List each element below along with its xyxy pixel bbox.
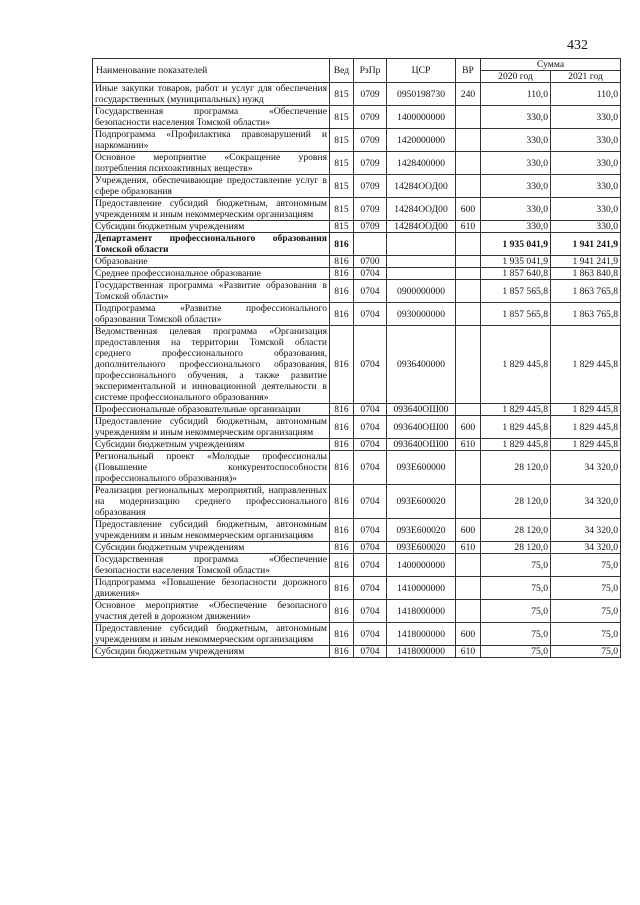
- row-sum-2020: 330,0: [481, 152, 551, 175]
- row-rzpr: 0709: [354, 152, 387, 175]
- row-sum-2021: 1 863 765,8: [551, 303, 621, 326]
- row-name: Ведомственная целевая программа «Организация предоставления на территории Томской области среднего профессионального образования, дополнительного профессионального образования, профессионального обучения, а также развитие экспериментальной и инновационной деятельности в системе профессионального образования»: [93, 326, 330, 404]
- header-sum: Сумма: [481, 59, 621, 71]
- row-name: Основное мероприятие «Сокращение уровня потребления психоактивных веществ»: [93, 152, 330, 175]
- row-vr: [456, 129, 481, 152]
- row-vr: [456, 577, 481, 600]
- row-name: Подпрограмма «Развитие профессионального образования Томской области»: [93, 303, 330, 326]
- table-row: [93, 106, 621, 129]
- table-row: [93, 152, 621, 175]
- row-csr: 14284ООД00: [387, 198, 456, 221]
- row-csr: 1418000000: [387, 600, 456, 623]
- row-sum-2021: 1 941 241,9: [551, 256, 621, 268]
- row-sum-2020: 1 829 445,8: [481, 404, 551, 416]
- row-ved: 816: [330, 233, 354, 256]
- row-name: Предоставление субсидий бюджетным, автономным учреждениям и иным некоммерческим организациям: [93, 519, 330, 542]
- row-name: Субсидии бюджетным учреждениям: [93, 439, 330, 451]
- row-csr: 0930000000: [387, 303, 456, 326]
- row-rzpr: 0704: [354, 416, 387, 439]
- row-sum-2020: 28 120,0: [481, 485, 551, 519]
- header-name: Наименование показателей: [93, 59, 330, 83]
- row-rzpr: 0704: [354, 326, 387, 404]
- row-csr: 14284ООД00: [387, 175, 456, 198]
- header-2021: 2021 год: [551, 71, 621, 83]
- row-csr: 1418000000: [387, 646, 456, 658]
- row-ved: 816: [330, 303, 354, 326]
- row-rzpr: 0704: [354, 439, 387, 451]
- row-vr: 610: [456, 646, 481, 658]
- table-row: [93, 646, 621, 658]
- row-name: Предоставление субсидий бюджетным, автономным учреждениям и иным некоммерческим организациям: [93, 416, 330, 439]
- row-ved: 816: [330, 542, 354, 554]
- row-name: Подпрограмма «Повышение безопасности дорожного движения»: [93, 577, 330, 600]
- row-name: Профессиональные образовательные организации: [93, 404, 330, 416]
- row-rzpr: 0704: [354, 554, 387, 577]
- row-sum-2021: 330,0: [551, 106, 621, 129]
- table-row: [93, 221, 621, 233]
- row-name: Государственная программа «Обеспечение безопасности населения Томской области»: [93, 106, 330, 129]
- row-sum-2021: 1 829 445,8: [551, 416, 621, 439]
- row-csr: 0900000000: [387, 280, 456, 303]
- row-ved: 816: [330, 451, 354, 485]
- row-csr: 093640ОШ00: [387, 439, 456, 451]
- row-name: Субсидии бюджетным учреждениям: [93, 542, 330, 554]
- row-ved: 816: [330, 577, 354, 600]
- page-number: 432: [567, 38, 588, 53]
- table-row: [93, 451, 621, 485]
- row-sum-2020: 1 857 565,8: [481, 280, 551, 303]
- row-sum-2021: 75,0: [551, 554, 621, 577]
- row-sum-2020: 28 120,0: [481, 519, 551, 542]
- row-name: Учреждения, обеспечивающие предоставление услуг в сфере образования: [93, 175, 330, 198]
- row-sum-2021: 34 320,0: [551, 542, 621, 554]
- row-rzpr: 0704: [354, 519, 387, 542]
- row-rzpr: 0704: [354, 303, 387, 326]
- table-header: [93, 59, 621, 83]
- row-csr: 1400000000: [387, 106, 456, 129]
- row-name: Предоставление субсидий бюджетным, автономным учреждениям и иным некоммерческим организациям: [93, 623, 330, 646]
- row-ved: 816: [330, 646, 354, 658]
- row-ved: 815: [330, 221, 354, 233]
- row-csr: 093640ОШ00: [387, 404, 456, 416]
- header-vr: ВР: [456, 59, 481, 83]
- table-row: [93, 233, 621, 256]
- row-sum-2020: 330,0: [481, 221, 551, 233]
- row-sum-2021: 1 829 445,8: [551, 439, 621, 451]
- table-row: [93, 268, 621, 280]
- row-csr: 0950198730: [387, 83, 456, 106]
- row-sum-2021: 330,0: [551, 198, 621, 221]
- row-vr: 610: [456, 542, 481, 554]
- table-row: [93, 554, 621, 577]
- table-row: [93, 198, 621, 221]
- row-rzpr: 0704: [354, 280, 387, 303]
- row-csr: [387, 233, 456, 256]
- row-csr: [387, 268, 456, 280]
- table-row: [93, 326, 621, 404]
- row-vr: [456, 152, 481, 175]
- row-rzpr: [354, 233, 387, 256]
- row-name: Иные закупки товаров, работ и услуг для обеспечения государственных (муниципальных) нужд: [93, 83, 330, 106]
- row-csr: 0936400000: [387, 326, 456, 404]
- row-sum-2020: 330,0: [481, 198, 551, 221]
- row-name: Субсидии бюджетным учреждениям: [93, 221, 330, 233]
- row-vr: [456, 175, 481, 198]
- row-sum-2020: 28 120,0: [481, 542, 551, 554]
- row-sum-2021: 1 863 765,8: [551, 280, 621, 303]
- row-ved: 816: [330, 554, 354, 577]
- row-csr: 093E600000: [387, 451, 456, 485]
- row-sum-2020: 75,0: [481, 554, 551, 577]
- row-ved: 816: [330, 416, 354, 439]
- row-rzpr: 0704: [354, 646, 387, 658]
- row-rzpr: 0709: [354, 129, 387, 152]
- row-rzpr: 0709: [354, 106, 387, 129]
- row-vr: 600: [456, 623, 481, 646]
- row-sum-2020: 75,0: [481, 600, 551, 623]
- row-ved: 815: [330, 106, 354, 129]
- row-sum-2021: 75,0: [551, 646, 621, 658]
- row-csr: [387, 256, 456, 268]
- row-rzpr: 0700: [354, 256, 387, 268]
- row-sum-2020: 330,0: [481, 106, 551, 129]
- row-vr: 240: [456, 83, 481, 106]
- row-name: Подпрограмма «Профилактика правонарушений и наркомании»: [93, 129, 330, 152]
- row-rzpr: 0704: [354, 542, 387, 554]
- row-vr: [456, 256, 481, 268]
- row-sum-2021: 1 941 241,9: [551, 233, 621, 256]
- row-sum-2020: 28 120,0: [481, 451, 551, 485]
- table-row: [93, 256, 621, 268]
- row-vr: [456, 268, 481, 280]
- row-csr: 1400000000: [387, 554, 456, 577]
- row-sum-2020: 75,0: [481, 623, 551, 646]
- header-ved: Вед: [330, 59, 354, 83]
- row-rzpr: 0709: [354, 198, 387, 221]
- row-sum-2021: 1 829 445,8: [551, 404, 621, 416]
- table-row: [93, 519, 621, 542]
- row-sum-2020: 110,0: [481, 83, 551, 106]
- row-ved: 816: [330, 623, 354, 646]
- table-row: [93, 623, 621, 646]
- row-ved: 816: [330, 485, 354, 519]
- row-sum-2021: 75,0: [551, 623, 621, 646]
- table-row: [93, 577, 621, 600]
- row-csr: 1410000000: [387, 577, 456, 600]
- row-sum-2020: 1 857 565,8: [481, 303, 551, 326]
- row-sum-2020: 1 935 041,9: [481, 256, 551, 268]
- row-csr: 093640ОШ00: [387, 416, 456, 439]
- row-name: Государственная программа «Развитие образования в Томской области»: [93, 280, 330, 303]
- row-csr: 093E600020: [387, 485, 456, 519]
- row-sum-2021: 110,0: [551, 83, 621, 106]
- row-sum-2021: 75,0: [551, 577, 621, 600]
- table-row: [93, 280, 621, 303]
- row-sum-2021: 330,0: [551, 152, 621, 175]
- row-name: Субсидии бюджетным учреждениям: [93, 646, 330, 658]
- table-row: [93, 485, 621, 519]
- row-name: Основное мероприятие «Обеспечение безопасного участия детей в дорожном движении»: [93, 600, 330, 623]
- table-row: [93, 83, 621, 106]
- row-vr: [456, 485, 481, 519]
- row-sum-2021: 34 320,0: [551, 451, 621, 485]
- row-ved: 816: [330, 280, 354, 303]
- row-vr: 600: [456, 519, 481, 542]
- row-ved: 815: [330, 129, 354, 152]
- row-ved: 816: [330, 439, 354, 451]
- table-row: [93, 416, 621, 439]
- row-rzpr: 0704: [354, 485, 387, 519]
- row-name: Реализация региональных мероприятий, направленных на модернизацию среднего профессионального образования: [93, 485, 330, 519]
- row-sum-2020: 1 935 041,9: [481, 233, 551, 256]
- row-vr: [456, 600, 481, 623]
- row-ved: 815: [330, 152, 354, 175]
- row-ved: 816: [330, 600, 354, 623]
- table-row: [93, 175, 621, 198]
- row-rzpr: 0704: [354, 577, 387, 600]
- row-name: Предоставление субсидий бюджетным, автономным учреждениям и иным некоммерческим организациям: [93, 198, 330, 221]
- row-sum-2021: 330,0: [551, 221, 621, 233]
- row-name: Региональный проект «Молодые профессионалы (Повышение конкурентоспособности профессионального образования)»: [93, 451, 330, 485]
- row-vr: [456, 280, 481, 303]
- table-row: [93, 600, 621, 623]
- row-sum-2021: 1 829 445,8: [551, 326, 621, 404]
- row-name: Департамент профессионального образования Томской области: [93, 233, 330, 256]
- row-vr: [456, 554, 481, 577]
- row-rzpr: 0704: [354, 600, 387, 623]
- row-sum-2021: 330,0: [551, 129, 621, 152]
- header-rzpr: РзПр: [354, 59, 387, 83]
- row-csr: 093E600020: [387, 519, 456, 542]
- row-vr: 610: [456, 439, 481, 451]
- row-vr: [456, 233, 481, 256]
- table-row: [93, 439, 621, 451]
- row-vr: [456, 404, 481, 416]
- row-vr: 600: [456, 198, 481, 221]
- row-ved: 815: [330, 198, 354, 221]
- row-sum-2021: 75,0: [551, 600, 621, 623]
- header-2020: 2020 год: [481, 71, 551, 83]
- row-ved: 816: [330, 519, 354, 542]
- row-vr: 600: [456, 416, 481, 439]
- row-sum-2020: 75,0: [481, 577, 551, 600]
- table-row: [93, 404, 621, 416]
- row-rzpr: 0704: [354, 268, 387, 280]
- row-sum-2020: 1 829 445,8: [481, 326, 551, 404]
- row-ved: 816: [330, 256, 354, 268]
- row-csr: 1428400000: [387, 152, 456, 175]
- row-csr: 1420000000: [387, 129, 456, 152]
- budget-table: [92, 58, 621, 658]
- row-ved: 816: [330, 326, 354, 404]
- table-row: [93, 303, 621, 326]
- row-rzpr: 0704: [354, 404, 387, 416]
- row-rzpr: 0709: [354, 221, 387, 233]
- row-sum-2021: 34 320,0: [551, 519, 621, 542]
- row-rzpr: 0709: [354, 83, 387, 106]
- row-name: Образование: [93, 256, 330, 268]
- row-sum-2020: 330,0: [481, 129, 551, 152]
- row-rzpr: 0709: [354, 175, 387, 198]
- table-row: [93, 129, 621, 152]
- row-vr: [456, 451, 481, 485]
- row-ved: 816: [330, 404, 354, 416]
- row-rzpr: 0704: [354, 451, 387, 485]
- header-csr: ЦСР: [387, 59, 456, 83]
- row-sum-2020: 330,0: [481, 175, 551, 198]
- row-vr: [456, 106, 481, 129]
- row-vr: 610: [456, 221, 481, 233]
- row-sum-2020: 1 829 445,8: [481, 439, 551, 451]
- table-row: [93, 542, 621, 554]
- row-csr: 14284ООД00: [387, 221, 456, 233]
- row-sum-2020: 75,0: [481, 646, 551, 658]
- row-ved: 815: [330, 83, 354, 106]
- row-ved: 815: [330, 175, 354, 198]
- row-sum-2021: 34 320,0: [551, 485, 621, 519]
- row-sum-2021: 330,0: [551, 175, 621, 198]
- row-vr: [456, 303, 481, 326]
- table-body: [93, 83, 621, 658]
- row-sum-2021: 1 863 840,8: [551, 268, 621, 280]
- row-sum-2020: 1 829 445,8: [481, 416, 551, 439]
- row-sum-2020: 1 857 640,8: [481, 268, 551, 280]
- row-csr: 093E600020: [387, 542, 456, 554]
- row-name: Государственная программа «Обеспечение безопасности населения Томской области»: [93, 554, 330, 577]
- row-ved: 816: [330, 268, 354, 280]
- row-csr: 1418000000: [387, 623, 456, 646]
- row-vr: [456, 326, 481, 404]
- row-rzpr: 0704: [354, 623, 387, 646]
- row-name: Среднее профессиональное образование: [93, 268, 330, 280]
